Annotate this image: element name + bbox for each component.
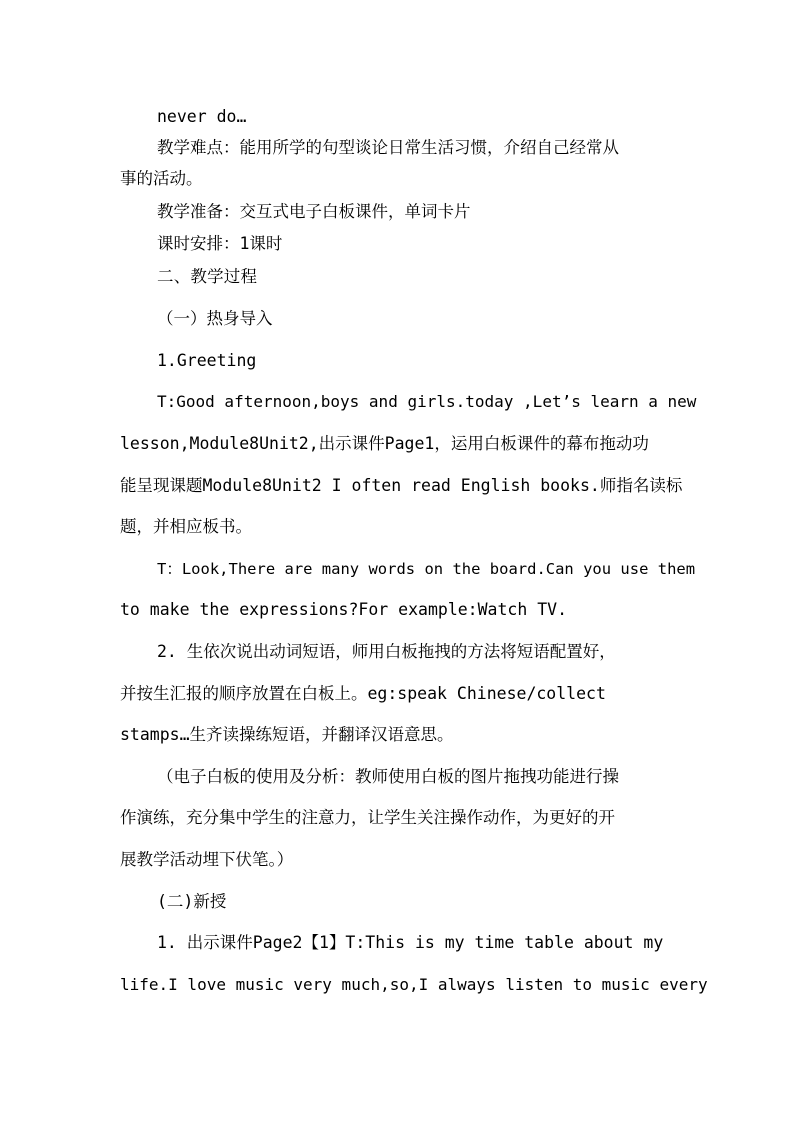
text-line: never do… [157,107,247,126]
text-line: stamps…生齐读操练短语，并翻译汉语意思。 [120,725,454,744]
text-line: 作演练，充分集中学生的注意力，让学生关注操作动作，为更好的开 [120,808,615,827]
text-line: life.I love music very much,so,I always listen to music every [120,975,708,994]
section-heading: 二、教学过程 [157,267,258,286]
text-line: 课时安排：1课时 [157,234,283,253]
text-line: 题，并相应板书。 [120,517,252,536]
text-line: 并按生汇报的顺序放置在白板上。eg:speak Chinese/collect [120,684,606,703]
subsection-heading: （一）热身导入 [157,309,273,328]
text-line: T:Good afternoon,boys and girls.today ,Let’s learn a new [157,392,697,411]
text-line: 教学难点：能用所学的句型谈论日常生活习惯，介绍自己经常从 [157,138,619,157]
text-line: （电子白板的使用及分析：教师使用白板的图片拖拽功能进行操 [157,767,619,786]
text-line: 能呈现课题Module8Unit2 I often read English books.师指名读标 [120,476,683,495]
text-line: 展教学活动埋下伏笔。） [120,850,294,869]
subsection-heading: (二)新授 [157,892,227,911]
text-line: T：Look,There are many words on the board.Can you use them [157,560,696,578]
text-line: 2. 生依次说出动词短语，师用白板拖拽的方法将短语配置好， [157,642,616,661]
text-line: 教学准备：交互式电子白板课件，单词卡片 [157,202,471,221]
text-line: to make the expressions?For example:Watch TV. [120,600,568,619]
text-line: 事的活动。 [120,169,203,188]
text-line: 1.Greeting [157,351,257,370]
text-line: 1. 出示课件Page2【1】T:This is my time table about my [157,933,664,952]
text-line: lesson,Module8Unit2,出示课件Page1，运用白板课件的幕布拖动功 [120,434,649,453]
